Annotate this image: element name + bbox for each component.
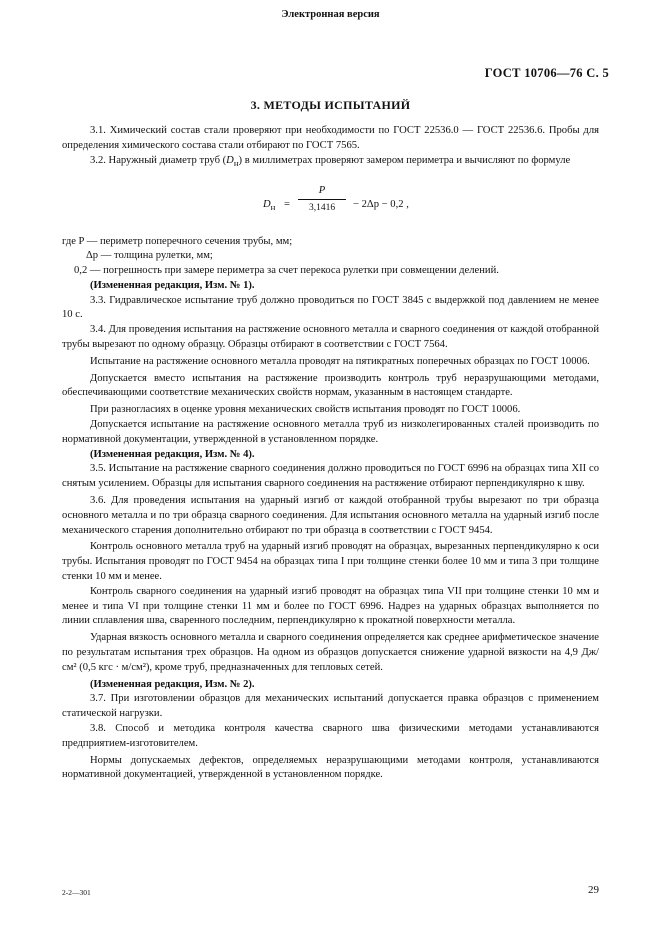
paragraph-3-2 (62, 154, 599, 171)
paragraph-3-8: 3.8. Способ и методика контроля качества сварного шва физическими методами устанавливаются предприятием-изготовителем. (62, 723, 599, 749)
paragraph-3-3: 3.3. Гидравлическое испытание труб должно проводиться по ГОСТ 3845 с выдержкой под давлением не менее 10 с. (62, 294, 599, 321)
paragraph-3-8-b: Нормы допускаемых дефектов, определяемых неразрушающими методами контроля, устанавливаются нормативной документацией, утвержденной в установленном порядке. (62, 754, 599, 781)
formula-lhs (263, 198, 275, 215)
paragraph-3-7: 3.7. При изготовлении образцов для механических испытаний допускается правка образцов с применением статической нагрузки. (62, 693, 599, 720)
edit-note-2: (Измененная редакция, Изм. № 2). (90, 678, 255, 690)
paragraph-3-5: 3.5. Испытание на растяжение сварного соединения должно проводиться по ГОСТ 6996 на образцах типа XII со снятым усилением. Образцы для испытания сварного соединения на растяжение отбирают перпендикулярно к шву. (62, 463, 599, 490)
paragraph-3-4-d: При разногласиях в оценке уровня механических свойств испытания проводят по ГОСТ 10006. (90, 404, 521, 416)
p-3-2-text-b: ) в миллиметрах проверяют замером периметра и вычисляют по формуле (238, 154, 571, 166)
formula-fraction (298, 184, 346, 217)
paragraph-3-4-b: Испытание на растяжение основного металла проводят на пятикратных поперечных образцах по ГОСТ 10006. (90, 355, 590, 367)
definition-tape-thickness: Δp — толщина рулетки, мм; (86, 250, 213, 262)
fraction-bar (298, 199, 346, 200)
gost-header: ГОСТ 10706—76 С. 5 (484, 66, 609, 80)
edit-note-4: (Измененная редакция, Изм. № 4). (90, 448, 255, 460)
formula-lhs-symbol: D (263, 198, 271, 210)
paragraph-3-4-c: Допускается вместо испытания на растяжение производить контроль труб неразрушающими методами, обеспечивающими соответствие механических свойств нормам, указанным в настоящем стандарте. (62, 372, 599, 399)
p-3-2-symbol: D (226, 154, 234, 166)
paragraph-3-1: 3.1. Химический состав стали проверяют при необходимости по ГОСТ 22536.0 — ГОСТ 22536.6. Пробы для определения химического состава стали отбирают по ГОСТ 7565. (62, 125, 599, 151)
paragraph-3-6-b: Контроль основного металла труб на ударный изгиб проводят на образцах, вырезанных перпендикулярно к оси трубы. Испытания проводят по ГОСТ 9454 на образцах типа I при толщине стенки более 10 мм и типа 3 при толщине стенки 10 мм и менее. (62, 541, 599, 583)
paragraph-3-6-d: Ударная вязкость основного металла и сварного соединения определяется как среднее арифметическое значение по результатам испытания трех образцов. На одном из образцов допускается снижение ударной вязкости на 4,9 Дж/см² (0,5 кгс · м/см²), кроме труб, предназначенных для тепловых сетей. (62, 632, 599, 673)
perimeter-formula (62, 171, 599, 235)
paragraph-3-4-e: Допускается испытание на растяжение основного металла труб из низколегированных сталей производить по нормативной документации, утвержденной в установленном порядке. (62, 419, 599, 445)
page-number: 29 (588, 884, 599, 896)
p-3-2-text-a: 3.2. Наружный диаметр труб ( (90, 154, 227, 166)
top-label: Электронная версия (281, 9, 380, 20)
formula-denominator: 3,1416 (308, 203, 336, 214)
paragraph-3-6-c: Контроль сварного соединения на ударный изгиб проводят на образцах типа VII при толщине стенки 10 мм и менее и типа VI при толщине стенки 11 мм и более по ГОСТ 6996. Надрез на ударных образцах выполняется по линии сплавления шва, сваренного последним, перпендикулярно к прокатной поверхности металла. (62, 585, 599, 627)
formula-numerator: P (318, 184, 326, 196)
paragraph-3-6: 3.6. Для проведения испытания на ударный изгиб от каждой отобранной трубы вырезают по три образца основного металла и по три образца сварного соединения. Для испытания основного металла на ударный изгиб после механического старения дополнительно отбирают по три образца в соответствии с ГОСТ 9454. (62, 495, 599, 536)
p-3-2-subscript: н (233, 157, 239, 168)
paragraph-3-4: 3.4. Для проведения испытания на растяжение основного металла и сварного соединения от каждой отобранной трубы вырезают по одному образцу. Образцы отбирают в соответствии с ГОСТ 7564. (62, 324, 599, 351)
document-body (62, 124, 599, 783)
formula-equals: = (284, 198, 290, 210)
footer-code: 2-2—301 (62, 888, 91, 897)
definition-error: 0,2 — погрешность при замере периметра за счет перекоса рулетки при совмещении делений. (74, 265, 499, 277)
definition-perimeter: где P — периметр поперечного сечения трубы, мм; (62, 235, 293, 247)
section-title: 3. МЕТОДЫ ИСПЫТАНИЙ (250, 98, 411, 112)
edit-note-1: (Измененная редакция, Изм. № 1). (90, 279, 255, 291)
formula-lhs-subscript: н (270, 201, 276, 212)
formula-rest: − 2Δp − 0,2 , (353, 198, 409, 210)
